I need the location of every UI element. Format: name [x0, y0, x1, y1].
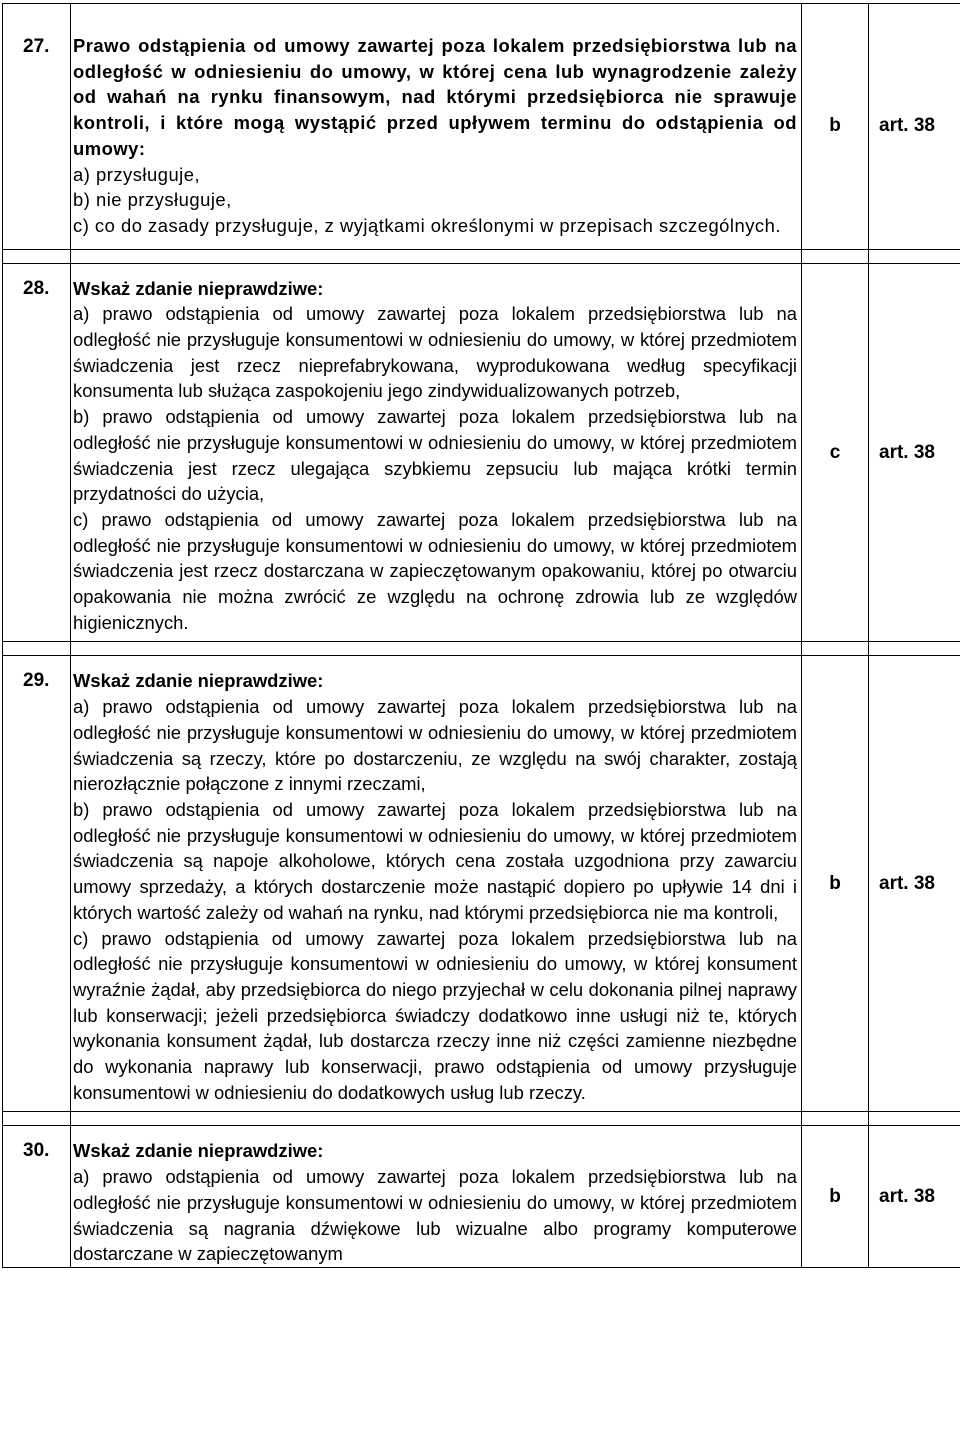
question-text — [71, 263, 802, 642]
option-b: b) prawo odstąpienia od umowy zawartej poza lokalem przedsiębiorstwa lub na odległość nie przysługuje konsumentowi w odniesieniu do umowy, w której przedmiotem świadczenia jest rzecz ulegająca szybkiemu zepsuciu lub mająca krótki termin przydatności do użycia, — [73, 406, 797, 505]
question-number: 28. — [3, 263, 71, 642]
question-number: 29. — [3, 656, 71, 1112]
question-head: Wskaż zdanie nieprawdziwe: — [73, 277, 324, 299]
row-spacer — [3, 249, 960, 263]
question-number: 30. — [3, 1126, 71, 1268]
question-text — [71, 4, 802, 250]
question-row-29 — [3, 656, 960, 1112]
row-spacer — [3, 642, 960, 656]
question-row-28 — [3, 263, 960, 642]
question-head: Wskaż zdanie nieprawdziwe: — [73, 670, 324, 692]
option-c: c) prawo odstąpienia od umowy zawartej poza lokalem przedsiębiorstwa lub na odległość nie przysługuje konsumentowi w odniesieniu do umowy, w której przedmiotem świadczenia jest rzecz dostarczana w zapieczętowanym opakowaniu, której po otwarciu opakowania nie można zwrócić ze względu na ochronę zdrowia lub ze względów higienicznych. — [73, 508, 797, 633]
option-c: c) co do zasady przysługuje, z wyjątkami określonymi w przepisach szczególnych. — [73, 214, 781, 236]
option-a: a) prawo odstąpienia od umowy zawartej poza lokalem przedsiębiorstwa lub na odległość nie przysługuje konsumentowi w odniesieniu do umowy, w której przedmiotem świadczenia jest rzecz nieprefabrykowana, wyprodukowana według specyfikacji konsumenta lub służąca zaspokojeniu jego zindywidualizowanych potrzeb, — [73, 303, 797, 402]
answer-letter: c — [802, 263, 869, 642]
answer-letter: b — [802, 4, 869, 250]
question-text — [71, 656, 802, 1112]
question-head: Prawo odstąpienia od umowy zawartej poza lokalem przedsiębiorstwa lub na odległość w odniesieniu do umowy, w której cena lub wynagrodzenie zależy od wahań na rynku finansowym, nad którymi przedsiębiorca nie sprawuje kontroli, i które mogą wystąpić przed upływem terminu do odstąpienia od umowy: — [73, 35, 797, 159]
question-row-27 — [3, 4, 960, 250]
legal-reference: art. 38 — [869, 4, 960, 250]
answer-letter: b — [802, 1126, 869, 1268]
option-a: a) prawo odstąpienia od umowy zawartej poza lokalem przedsiębiorstwa lub na odległość nie przysługuje konsumentowi w odniesieniu do umowy, w której przedmiotem świadczenia są nagrania dźwiękowe lub wizualne albo programy komputerowe dostarczane w zapieczętowanym — [73, 1166, 797, 1265]
row-spacer — [3, 1112, 960, 1126]
legal-reference: art. 38 — [869, 656, 960, 1112]
question-head: Wskaż zdanie nieprawdziwe: — [73, 1140, 324, 1162]
option-a: a) przysługuje, — [73, 163, 201, 185]
question-number: 27. — [3, 4, 71, 250]
legal-reference: art. 38 — [869, 263, 960, 642]
option-a: a) prawo odstąpienia od umowy zawartej poza lokalem przedsiębiorstwa lub na odległość nie przysługuje konsumentowi w odniesieniu do umowy, w której przedmiotem świadczenia są rzeczy, które po dostarczeniu, ze względu na swój charakter, zostają nierozłącznie połączone z innymi rzeczami, — [73, 696, 797, 795]
option-b: b) nie przysługuje, — [73, 189, 232, 211]
option-b: b) prawo odstąpienia od umowy zawartej poza lokalem przedsiębiorstwa lub na odległość nie przysługuje konsumentowi w odniesieniu do umowy, w której przedmiotem świadczenia są napoje alkoholowe, których cena została uzgodniona przy zawarciu umowy sprzedaży, a których dostarczenie może nastąpić dopiero po upływie 14 dni i których wartość zależy od wahań na rynku, nad którymi przedsiębiorca nie ma kontroli, — [73, 798, 797, 923]
answer-letter: b — [802, 656, 869, 1112]
question-text — [71, 1126, 802, 1268]
questions-table — [2, 3, 960, 1268]
legal-reference: art. 38 — [869, 1126, 960, 1268]
option-c: c) prawo odstąpienia od umowy zawartej poza lokalem przedsiębiorstwa lub na odległość nie przysługuje konsumentowi w odniesieniu do umowy, w której konsument wyraźnie żądał, aby przedsiębiorca do niego przyjechał w celu dokonania pilnej naprawy lub konserwacji; jeżeli przedsiębiorca świadczy dodatkowo inne usługi niż te, których wykonania konsument żądał, lub dostarcza rzeczy inne niż części zamienne niezbędne do wykonania naprawy lub konserwacji, prawo odstąpienia od umowy przysługuje konsumentowi w odniesieniu do dodatkowych usług lub rzeczy. — [73, 927, 797, 1103]
question-row-30 — [3, 1126, 960, 1268]
